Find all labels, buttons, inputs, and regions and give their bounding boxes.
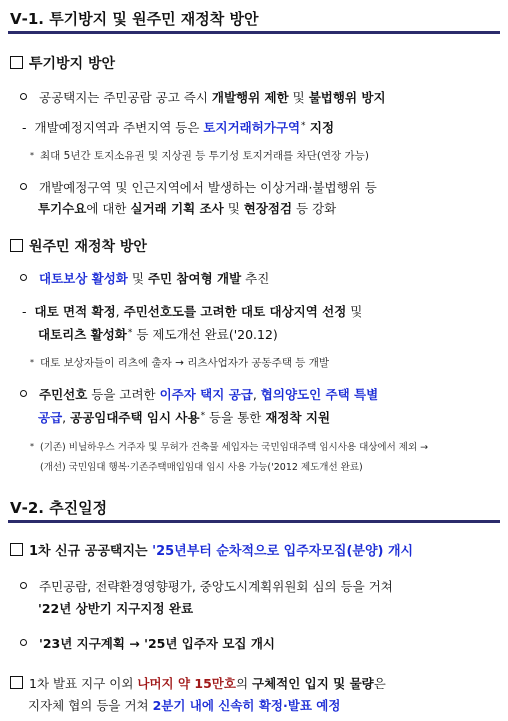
text: 지정 [305,120,335,135]
circle-bullet-icon [20,639,27,646]
subsection-label: 원주민 재정착 방안 [29,239,147,255]
asterisk-bullet-icon: * [30,151,34,160]
text: 주민선호도를 고려한 [123,304,242,319]
text: 불법행위 방지 [308,90,386,105]
text: 공공임대주택 임시 사용 [70,410,200,425]
text: 개발예정지역과 주변지역 등은 [34,120,204,135]
text: 주민선호 [39,387,88,402]
footnote-continuation [40,459,363,473]
checkbox-icon [10,239,23,252]
text: 에 대한 [86,201,131,216]
bullet-item [20,385,378,404]
checkbox-icon [10,56,23,69]
text: , [252,387,261,402]
dash-item [22,117,334,137]
text: 개발예정구역 및 인근지역에서 발생하는 이상거래·불법행위 등 [39,180,377,195]
bullet-item [20,178,377,197]
circle-bullet-icon [20,93,27,100]
text: 및 [127,271,148,286]
text: 1차 발표 지구 이외 [29,676,138,691]
text: 공급 [38,410,63,425]
footnote-mark: * [200,411,206,421]
text: 현장점검 [243,201,293,216]
text: 2분기 내에 신속히 확정·발표 예정 [152,698,341,713]
text: 재정착 지원 [265,410,331,425]
text: , [62,410,71,425]
circle-bullet-icon [20,183,27,190]
text: 주민공람, 전략환경영향평가, 중앙도시계획위원회 심의 등을 거쳐 [39,579,393,594]
text: '25년부터 순차적으로 입주자모집(분양) 개시 [152,544,414,559]
footnote-mark: * [301,121,306,131]
text: 1차 신규 공공택지는 [29,544,153,559]
text: 의 [235,676,252,691]
text: 주민 참여형 개발 [147,271,242,286]
text: 최대 5년간 토지소유권 및 지상권 등 투기성 토지거래를 차단(연장 가능) [40,150,369,162]
checklist-item [10,674,386,693]
circle-bullet-icon [20,274,27,281]
circle-bullet-icon [20,390,27,397]
text: '23년 지구계획 → '25년 입주자 모집 개시 [39,636,276,651]
dash-bullet: - [22,120,27,135]
text: 등을 통한 [205,410,266,425]
text: 추진 [241,271,270,286]
bullet-item [20,577,393,596]
text: 나머지 약 15만호 [137,676,236,691]
text: 개발행위 제한 [211,90,289,105]
footnote-item [30,439,428,453]
subsection-title-resettlement [10,236,147,256]
text: 및 [346,304,363,319]
bullet-item [20,634,275,653]
bullet-continuation [38,407,330,427]
asterisk-bullet-icon: * [30,442,34,451]
text: 및 [288,90,309,105]
text: 구체적인 입지 및 물량 [252,676,374,691]
dash-bullet: - [22,304,27,319]
section-title-2: Ⅴ-2. 추진일정 [10,499,108,517]
circle-bullet-icon [20,582,27,589]
subsection-label: 투기방지 방안 [29,56,116,72]
text: 및 [223,201,244,216]
text: 토지거래허가구역 [203,120,301,135]
text: , [115,304,124,319]
checkbox-icon [10,543,23,556]
footnote-item [30,355,329,370]
text: 등 강화 [292,201,337,216]
subsection-title-speculation [10,53,115,73]
text: 은 [373,676,386,691]
text: 등 제도개선 완료('20.12) [132,327,278,342]
bullet-item [20,88,386,107]
text: 대토 면적 확정 [34,304,116,319]
asterisk-bullet-icon: * [30,358,34,367]
text: 대토 보상자들이 리츠에 출자 → 리츠사업자가 공동주택 등 개발 [40,357,330,369]
footnote-mark: * [127,328,133,338]
text: 대토리츠 활성화 [38,327,127,342]
bullet-continuation [38,199,336,218]
section-title-1: Ⅴ-1. 투기방지 및 원주민 재정착 방안 [10,10,259,28]
section-divider-1 [8,31,500,34]
text: 대토 대상지역 선정 [241,304,347,319]
text: 투기수요 [38,201,87,216]
text: 이주자 택지 공급 [159,387,253,402]
bullet-continuation: '22년 상반기 지구지정 완료 [38,601,194,616]
checklist-item [10,542,413,561]
section-divider-2 [8,520,500,523]
text: 등을 고려한 [87,387,160,402]
bullet-item [20,269,269,288]
dash-item [22,302,362,321]
footnote-item [30,148,369,163]
text: 협의양도인 주택 특별 [260,387,379,402]
text: (기존) 비닐하우스 거주자 및 무허가 건축물 세입자는 국민임대주택 임시사용 대상에서 제외 → [40,442,429,453]
checklist-continuation [28,696,340,715]
text: (개선) 국민임대 행복·기존주택매입임대 임시 사용 가능('2012 제도개선 완료) [40,462,363,473]
dash-continuation [38,324,278,344]
text: 공공택지는 주민공람 공고 즉시 [39,90,212,105]
text: 지자체 협의 등을 거쳐 [28,698,153,713]
checkbox-icon [10,676,23,689]
text: 대토보상 활성화 [39,271,128,286]
text: 실거래 기획 조사 [130,201,224,216]
